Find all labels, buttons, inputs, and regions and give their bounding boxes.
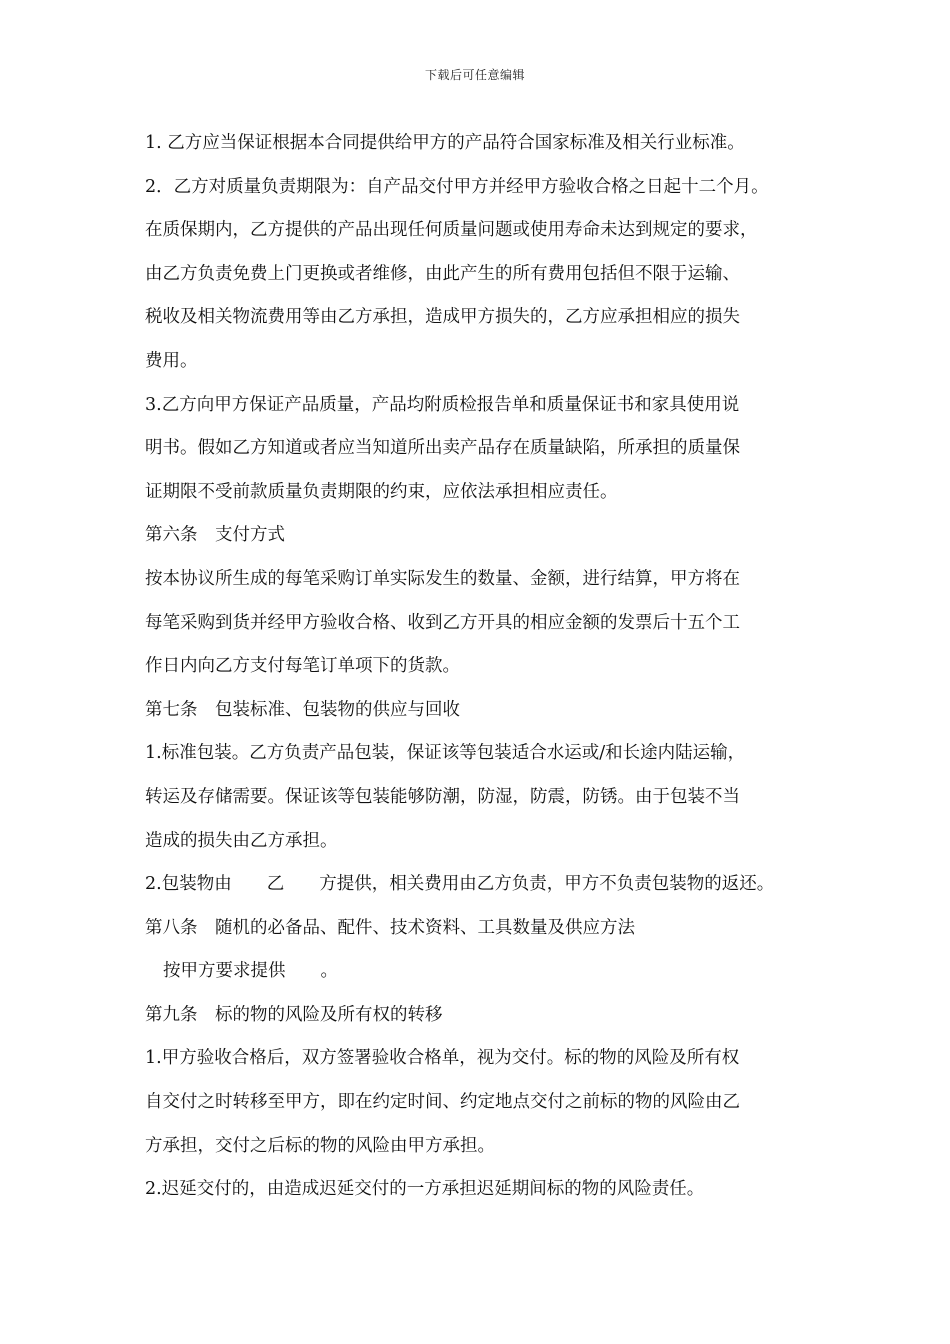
section-heading-article-9: 第九条 标的物的风险及所有权的转移 — [145, 1004, 443, 1025]
page-header: 下载后可任意编辑 — [424, 68, 525, 82]
clause-line: 按本协议所生成的每笔采购订单实际发生的数量、金额，进行结算，甲方将在 — [145, 568, 740, 589]
clause-line: 1.标准包装。乙方负责产品包装，保证该等包装适合水运或/和长途内陆运输， — [145, 743, 746, 764]
section-heading-article-8: 第八条 随机的必备品、配件、技术资料、工具数量及供应方法 — [145, 917, 635, 938]
clause-line: 2．乙方对质量负责期限为：自产品交付甲方并经甲方验收合格之日起十二个月。 — [145, 176, 769, 197]
clause-line: 每笔采购到货并经甲方验收合格、收到乙方开具的相应金额的发票后十五个工 — [145, 612, 740, 633]
clause-line: 由乙方负责免费上门更换或者维修，由此产生的所有费用包括但不限于运输、 — [145, 263, 740, 284]
clause-line: 自交付之时转移至甲方，即在约定时间、约定地点交付之前标的物的风险由乙 — [145, 1092, 740, 1113]
clause-line: 在质保期内，乙方提供的产品出现任何质量问题或使用寿命未达到规定的要求， — [145, 220, 758, 241]
clause-line: 费用。 — [145, 350, 198, 371]
clause-line: 1.甲方验收合格后，双方签署验收合格单，视为交付。标的物的风险及所有权 — [145, 1048, 740, 1069]
section-heading-article-7: 第七条 包装标准、包装物的供应与回收 — [145, 699, 460, 720]
clause-line: 方承担，交付之后标的物的风险由甲方承担。 — [145, 1135, 495, 1156]
clause-line: 造成的损失由乙方承担。 — [145, 830, 338, 851]
section-heading-article-6: 第六条 支付方式 — [145, 525, 285, 546]
clause-line: 2.包装物由 乙 方提供，相关费用由乙方负责，甲方不负责包装物的返还。 — [145, 874, 775, 895]
document-body — [145, 122, 825, 1212]
clause-line: 按甲方要求提供 。 — [163, 961, 338, 982]
clause-line: 1. 乙方应当保证根据本合同提供给甲方的产品符合国家标准及相关行业标准。 — [145, 133, 745, 153]
clause-line: 明书。假如乙方知道或者应当知道所出卖产品存在质量缺陷，所承担的质量保 — [145, 438, 740, 459]
clause-line: 2.迟延交付的，由造成迟延交付的一方承担迟延期间标的物的风险责任。 — [145, 1179, 705, 1200]
clause-line: 转运及存储需要。保证该等包装能够防潮，防湿，防震，防锈。由于包装不当 — [145, 786, 740, 807]
clause-line: 3.乙方向甲方保证产品质量，产品均附质检报告单和质量保证书和家具使用说 — [145, 394, 740, 415]
clause-line: 作日内向乙方支付每笔订单项下的货款。 — [145, 656, 460, 677]
clause-line: 证期限不受前款质量负责期限的约束，应依法承担相应责任。 — [145, 481, 618, 502]
clause-line: 税收及相关物流费用等由乙方承担，造成甲方损失的，乙方应承担相应的损失 — [145, 307, 740, 328]
